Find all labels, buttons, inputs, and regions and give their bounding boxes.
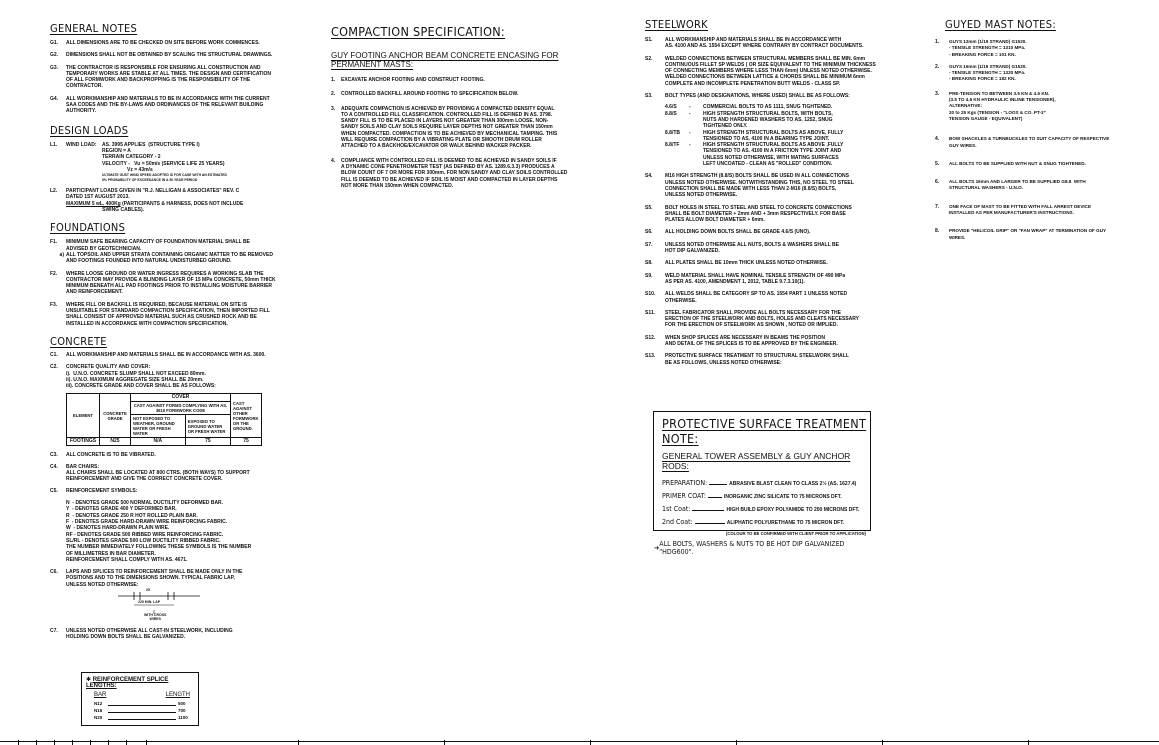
guyed-list: [935, 39, 1135, 241]
general-notes-list: [50, 40, 290, 115]
guyed-note-3: 3. PRE-TENSION TO BETWEEN 3.5 KN & 4.5 KN. (3.5 TO 4.5 KN HYDRAULIC INLINE TENSIONER), ALTERNATIVE: 20 to 25 Kgs (TENSION - "LOOS & CO. PT-3" TENSION GAUGE - EQUIVALENT): [935, 90, 1056, 121]
compaction-step-3: 3. ADEQUATE COMPACTION IS ACHIEVED BY PROVIDING A COMPACTED DENSITY EQUAL TO A CONTROLLED FILL CLASSIFICATION. CONTROLLED FILL IS DEFINED IN AS. 3798. SANDY FILL IS TO BE PLACED IN LAYERS NOT GREATER THAN 300mm LOOSE. NON- SANDY SOILS AND CLAY SOILS REQUIRE LAYER DEPTHS NOT GREATER THAN 150mm WHEN COMPACTED. COMPACTION IS TO BE ACHIEVED BY MECHANICAL TAMPING. THIS WILL REQUIRE COMPACTION BY A VIBRATING PLATE OR SMOOTH DRUM ROLLER ATTACHED TO A BACKHOE/EXCAVATOR OR WALK BEHIND WACKER PACKER.: [331, 105, 558, 150]
fabric-lap-detail: [110, 588, 290, 622]
wind-line: VELOCITY - Vu = 50m/s (SERVICE LIFE 25 YEARS): [102, 160, 225, 167]
participant-loads: PARTICIPANT LOADS GIVEN IN "R.J. NELLIGAN & ASSOCIATES" REV. C DATED 1ST AUGUST 2013. MAXIMUM 5 wL. 400Kg (PARTICIPANTS & HARNESS, DOES NOT INCLUDE SWING CABLES).: [66, 188, 244, 214]
note-f1: F1. MINIMUM SAFE BEARING CAPACITY OF FOUNDATION MATERIAL SHALL BE ADVISED BY GEOTECHNICIAN.: [50, 239, 250, 252]
protective-treatment-box: [653, 411, 871, 556]
wind-line: REGION = A: [102, 147, 131, 154]
concrete-list: [50, 352, 290, 641]
note-c7: C7. UNLESS NOTED OTHERWISE ALL CAST-IN STEELWORK, INCLUDING HOLDING DOWN BOLTS SHALL BE GALVANIZED.: [50, 628, 233, 641]
note-s8: S8. ALL PLATES SHALL BE 10mm THICK UNLESS NOTED OTHERWISE.: [645, 260, 828, 267]
treatment-row: 2nd Coat: ALIPHATIC POLYURETHANE TO 75 MICRON DFT.: [662, 518, 845, 526]
splice-header: BAR LENGTH: [94, 692, 190, 698]
splice-row: N20 1100: [94, 715, 188, 720]
guyed-note-2: 2. GUYS 16mm (1/19 STRAND) G1520. - TENSILE STRENGTH = 1320 MPa. - BREAKING FORCE = 182 KN.: [935, 63, 1027, 82]
star-icon: ✱: [86, 677, 92, 683]
splice-length-box: [81, 672, 199, 726]
treatment-row: PRIMER COAT: INORGANIC ZINC SILICATE TO 75 MICRONS DFT.: [662, 492, 842, 500]
note-s7: S7. UNLESS NOTED OTHERWISE ALL NUTS, BOLTS & WASHERS SHALL BE HOT DIP GALVANIZED.: [645, 241, 839, 255]
note-c1: C1. ALL WORKMANSHIP AND MATERIALS SHALL BE IN ACCORDANCE WITH AS. 3600.: [50, 351, 266, 358]
note-c5: C5. REINFORCEMENT SYMBOLS: N - DENOTES GRADE 500 NORMAL DUCTILITY DEFORMED BAR. Y - DENOTES GRADE 400 Y DEFORMED BAR. R - DENOTES GRADE 250 R HOT ROLLED PLAIN BAR. F - DENOTES GRADE HARD-DRAWN WIRE REINFORCING FABRIC. W - DENOTES HARD-DRAWN PLAIN WIRE. RF - DENOTES GRADE 500 RIBBED WIRE REINFORCING FABRIC. SL/RL - DENOTES GRADE 500 LOW DUCTILITY RIBBED FABRIC. THE NUMBER IMMEDIATELY FOLLOWING THESE SYMBOLS IS THE NUMBER OF MILLIMETRES IN BAR DIAMETER. REINFORCEMENT SHALL COMPLY WITH AS. 4671.: [50, 487, 252, 563]
col-cast-against: CAST AGAINST FORMS COMPLYING WITH AS. 3610 FORMWORK CODE: [131, 402, 231, 415]
compaction-subtitle: GUY FOOTING ANCHOR BEAM CONCRETE ENCASING FOR PERMANENT MASTS:: [331, 51, 559, 69]
compaction-step-1: 1. EXCAVATE ANCHOR FOOTING AND CONSTRUCT FOOTING.: [331, 77, 485, 83]
note-f1a: a) ALL TOPSOIL AND UPPER STRATA CONTAINING ORGANIC MATTER TO BE REMOVED AND FOOTINGS FOUNDED INTO NATURAL UNDISTURBED GROUND.: [59, 251, 273, 265]
note-s10: S10. ALL WELDS SHALL BE CATEGORY SP TO AS. 1554 PART 1 UNLESS NOTED OTHERWISE.: [645, 291, 848, 304]
compaction-step-4: 4. COMPLIANCE WITH CONTROLLED FILL IS DEEMED TO BE ACHIEVED IN SANDY SOILS IF A DYNAMIC CONE PENETROMETER TEST (AS DEFINED BY AS. 1289.6.3.3) PRODUCES A BLOW COUNT OF 7 OR MORE FOR 300mm. FOR NON SANDY AND CLAY SOILS CONTROLLED FILL IS DEEMED TO BE ACHIEVED IF SOIL IS MOIST AND COMPACTED IN LAYER DEPTHS NOT MORE THAN 150mm WHEN COMPACTED.: [331, 157, 568, 189]
protective-title: PROTECTIVE SURFACE TREATMENT NOTE:: [662, 416, 867, 446]
col-not-exposed: NOT EXPOSED TO WEATHER, GROUND WATER OR FRESH WATER: [131, 415, 186, 438]
lap-dim: 25: [146, 588, 150, 593]
foundations-list: [50, 239, 290, 327]
bolt-types: [665, 104, 885, 167]
column-general: [50, 0, 290, 641]
guyed-note-6: 6. ALL BOLTS 16mm AND LARGER TO BE SUPPLIED G8.8 WITH STRUCTURAL WASHERS - U.N.O.: [935, 179, 1086, 191]
column-guyed: [935, 0, 1135, 241]
note-c6: C6. LAPS AND SPLICES TO REINFORCEMENT SHALL BE MADE ONLY IN THE POSITIONS AND TO THE DIMENSIONS SHOWN. TYPICAL FABRIC LAP, UNLESS NOTED OTHERWISE:: [50, 569, 243, 588]
note-s13: S13. PROTECTIVE SURFACE TREATMENT TO STRUCTURAL STEELWORK SHALL BE AS FOLLOWS, UNLESS NOTED OTHERWISE:: [645, 353, 849, 366]
note-f2: F2. WHERE LOOSE GROUND OR WATER INGRESS REQUIRES A WORKING SLAB THE CONTRACTOR MAY PROVIDE A BLINDING LAYER OF 15 MPa CONCRETE, 50mm THICK MINIMUM BENEATH ALL PAD FOOTINGS PRIOR TO INSTALLING MOISTURE BARRIER AND REINFORCEMENT.: [50, 270, 276, 296]
foundations-title: FOUNDATIONS: [50, 221, 126, 235]
treatment-rows: [654, 479, 870, 556]
wind-load-details: [102, 142, 227, 183]
note-l1: L1. WIND LOAD: AS. 3995 APPLIES (STRUCTURE TYPE I) REGION = A TERRAIN CATEGORY - 2 VELOCITY - Vu = 50m/s (SERVICE LIFE 25 YEARS) Vz = 43m/s ULTIMATE GUST WIND SPEED ADOPTED IS FOR CASE WITH AN ESTIMATED 5% PROBABILITY OF EXCEEDANCE IN A 50 YEAR PERIOD: [50, 141, 228, 183]
col-cast-other: CAST AGAINST OTHER FORMWORK OR THE GROUND.: [231, 394, 262, 438]
note-g1: G1. ALL DIMENSIONS ARE TO BE CHECKED ON SITE BEFORE WORK COMMENCES.: [50, 40, 260, 46]
note-s4: S4. M16 HIGH STRENGTH (8.8/S) BOLTS SHALL BE USED IN ALL CONNECTIONS UNLESS NOTED OTHERWISE. NOTWITHSTANDING THIS, NO STEEL TO STEEL CONNECTION SHALL BE MADE WITH LESS THAN 2-M16 (8.8/S) BOLTS, UNLESS NOTED OTHERWISE.: [645, 173, 854, 199]
splice-row: N16 700: [94, 708, 186, 713]
guyed-title: GUYED MAST NOTES:: [945, 18, 1056, 31]
protective-subtitle: GENERAL TOWER ASSEMBLY & GUY ANCHOR RODS:: [662, 451, 851, 471]
galvanized-note: ➔ ALL BOLTS, WASHERS & NUTS TO BE HOT DIP GALVANIZED "HDG600".: [654, 540, 845, 556]
note-l2: L2. PARTICIPANT LOADS GIVEN IN "R.J. NELLIGAN & ASSOCIATES" REV. C DATED 1ST AUGUST 2013. MAXIMUM 5 wL. 400Kg (PARTICIPANTS & HARNESS, DOES NOT INCLUDE SWING CABLES).: [50, 188, 244, 214]
col-grade: CONCRETE GRADE: [100, 394, 131, 438]
bolt-type-item: 4.6/S - COMMERCIAL BOLTS TO AS 1111, SNUG TIGHTENED.: [665, 104, 833, 111]
guyed-note-8: 8. PROVIDE "HELICOIL GRIP" OR "FAN WRAP" AT TERMINATION OF GUY WIRES.: [935, 228, 1107, 240]
wind-line: AS. 3995 APPLIES (STRUCTURE TYPE I): [102, 141, 200, 148]
note-s2: S2. WELDED CONNECTIONS BETWEEN STRUCTURAL MEMBERS SHALL BE MIN. 6mm CONTINUOUS FILLET SP WELDS ( OR SIZE EQUIVALENT TO THE MINIMUM THICKNESS OF CONNECTING MEMBERS WHERE LESS THAN 6mm) UNLESS NOTED OTHERWISE. WELDED CONNECTIONS BETWEEN LATTICE & CHORDS SHALL BE MINIMUM 6mm COMPLETE AND INCOMPLETE PENETRATION BUTT WELDS - CLASS SP.: [645, 55, 876, 87]
wind-line: Vz = 43m/s: [102, 166, 153, 173]
note-c3: C3. ALL CONCRETE IS TO BE VIBRATED.: [50, 452, 156, 459]
note-c4: C4. BAR CHAIRS: ALL CHAIRS SHALL BE LOCATED AT 800 CTRS. (BOTH WAYS) TO SUPPORT REINFORCEMENT AND GIVE THE CORRECT CONCRETE COVER.: [50, 463, 250, 483]
bolt-type-item: 8.8/TB - HIGH STRENGTH STRUCTURAL BOLTS AS ABOVE, FULLY TENSIONED TO AS. 4100 IN A BEARING TYPE JOINT.: [665, 129, 844, 142]
bolt-type-item: 8.8/S - HIGH STRENGTH STRUCTURAL BOLTS, WITH BOLTS, NUTS AND HARDENED WASHERS TO AS. 1252, SNUG TIGHTENED ONLY.: [665, 110, 833, 130]
col-exposed: EXPOSED TO GROUND WATER OR FRESH WATER: [185, 415, 230, 438]
note-s12: S12. WHEN SHOP SPLICES ARE NECESSARY IN BEAMS THE POSITION AND DETAIL OF THE SPLICES IS TO BE APPROVED BY THE ENGINEER.: [645, 334, 838, 347]
note-g2: G2. DIMENSIONS SHALL NOT BE OBTAINED BY SCALING THE STRUCTURAL DRAWINGS.: [50, 52, 273, 59]
splice-row: N12 500: [94, 701, 186, 706]
drawing-ruler: [0, 741, 1159, 745]
column-steelwork: [645, 0, 885, 366]
max-load: MAXIMUM 5 wL. 400Kg (PARTICIPANTS & HARNESS, DOES NOT INCLUDE SWING CABLES).: [66, 200, 244, 214]
lap-wires: WITH CROSS WIRES: [144, 613, 167, 622]
guyed-note-1: 1. GUYS 12mm (1/19 STRAND) G1520. - TENSILE STRENGTH = 1310 MPa. - BREAKING FORCE = 101 KN.: [935, 39, 1027, 57]
note-s9: S9. WELD MATERIAL SHALL HAVE NOMINAL TENSILE STRENGTH OF 490 MPa AS PER AS. 4100, AMENDMENT 1, 2012, TABLE 9.7.3.10(1).: [645, 272, 846, 285]
bolt-type-item: 8.8/TF - HIGH STRENGTH STRUCTURAL BOLTS AS ABOVE ,FULLY TENSIONED TO AS. 4100 IN A FRICTION TYPE JOINT AND UNLESS NOTED OTHERWISE, WITH MATING SURFACES LEFT UNCOATED - CLEAN AS "ROLLED" CONDITION.: [665, 142, 844, 168]
col-cover: COVER: [131, 394, 231, 402]
general-notes-title: GENERAL NOTES: [50, 22, 138, 35]
table-row: FOOTINGS N25 N/A 75 75: [67, 438, 262, 446]
treatment-row: 1st Coat: HIGH BUILD EPOXY POLYAMIDE TO 200 MICRONS DFT.: [662, 505, 860, 513]
steelwork-title: STEELWORK: [645, 18, 708, 31]
compaction-step-2: 2. CONTROLLED BACKFILL AROUND FOOTING TO SPECIFICATION BELOW.: [331, 91, 519, 98]
design-loads-list: [50, 142, 290, 214]
colour-note: (COLOUR TO BE CONFIRMED WITH CLIENT PRIOR TO APPLICATION): [726, 531, 866, 536]
guyed-note-7: 7. ONE FACE OF MAST TO BE FITTED WITH FALL ARREST DEVICE INSTALLED AS PER MANUFACTURER'S INSTRUCTIONS.: [935, 203, 1092, 216]
note-s5: S5. BOLT HOLES IN STEEL TO STEEL AND STEEL TO CONCRETE CONNECTIONS SHALL BE BOLT DIAMETER + 2mm AND + 3mm RESPECTIVELY. FOR BASE PLATES ALLOW BOLT DIAMETER + 6mm.: [645, 204, 852, 224]
note-f3: F3. WHERE FILL OR BACKFILL IS REQUIRED, BECAUSE MATERIAL ON SITE IS UNSUITABLE FOR STANDARD COMPACTION SPECIFICATION, THEN IMPORTED FILL SHALL CONSIST OF APPROVED MATERIAL SUCH AS CRUSHED ROCK AND BE INSTALLED IN ACCORDANCE WITH COMPACTION SPECIFICATION.: [50, 301, 270, 327]
guyed-note-5: 5. ALL BOLTS TO BE SUPPLIED WITH NUT & SNUG TIGHTENED.: [935, 160, 1086, 167]
lap-label: 225 MIN. LAP: [138, 600, 161, 605]
note-g3: G3. THE CONTRACTOR IS RESPONSIBLE FOR ENSURING ALL CONSTRUCTION AND TEMPORARY WORKS ARE STABLE AT ALL TIMES. THE DESIGN AND CERTIFICATION OF ALL FORMWORK AND BACKPROPPING IS THE RESPONSIBILITY OF THE CONTRACTOR.: [50, 64, 271, 90]
note-s6: S6. ALL HOLDING DOWN BOLTS SHALL BE GRADE 4.6/S (UNO).: [645, 229, 811, 236]
wind-small-note: ULTIMATE GUST WIND SPEED ADOPTED IS FOR CASE WITH AN ESTIMATED 5% PROBABILITY OF EXCEEDANCE IN A 50 YEAR PERIOD: [102, 173, 228, 183]
design-loads-title: DESIGN LOADS: [50, 123, 129, 137]
concrete-cover-table: [66, 393, 262, 446]
splice-title: ✱ REINFORCEMENT SPLICE LENGTHS:: [86, 677, 169, 689]
guyed-note-4: 4. BOW SHACKLES & TURNBUCKLES TO SUIT CAPACITY OF RESPECTIVE GUY WIRES.: [935, 136, 1110, 148]
note-s3: S3. BOLT TYPES (AND DESIGNATIONS, WHERE USED) SHALL BE AS FOLLOWS:: [645, 93, 850, 100]
concrete-title: CONCRETE: [50, 334, 107, 348]
note-c2: C2. CONCRETE QUALITY AND COVER: i). U.N.O. CONCRETE SLUMP SHALL NOT EXCEED 80mm. ii). U.N.O. MAXIMUM AGGREGATE SIZE SHALL BE 20mm. iii). CONCRETE GRADE AND COVER SHALL BE AS FOLLOWS:: [50, 364, 216, 390]
column-compaction: [331, 0, 591, 189]
arrow-right-icon: ➔: [654, 544, 660, 552]
compaction-title: COMPACTION SPECIFICATION:: [331, 24, 506, 39]
treatment-row: PREPARATION: ABRASIVE BLAST CLEAN TO CLASS 2½ (AS. 1627.4): [662, 479, 857, 487]
compaction-list: [331, 77, 591, 189]
wind-line: TERRAIN CATEGORY - 2: [102, 154, 161, 161]
note-s1: S1. ALL WORKMANSHIP AND MATERIALS SHALL BE IN ACCORDANCE WITH AS. 4100 AND AS. 1554 EXCEPT WHERE CONTRARY BY CONTRACT DOCUMENTS.: [645, 37, 864, 50]
note-s11: S11. STEEL FABRICATOR SHALL PROVIDE ALL BOLTS NECESSARY FOR THE ERECTION OF THE STEELWORK AND BOLTS, HOLES AND CLEATS NECESSARY FOR THE ERECTION OF STEELWORK AS SHOWN , NOTED OR IMPLIED.: [645, 309, 859, 329]
steelwork-list: [645, 37, 885, 366]
col-element: ELEMENT: [67, 394, 100, 438]
note-g4: G4. ALL WORKMANSHIP AND MATERIALS TO BE IN ACCORDANCE WITH THE CURRENT SAA CODES AND THE BY-LAWS AND ORDINANCES OF THE RELEVANT BUILDING AUTHORITY.: [50, 95, 270, 115]
